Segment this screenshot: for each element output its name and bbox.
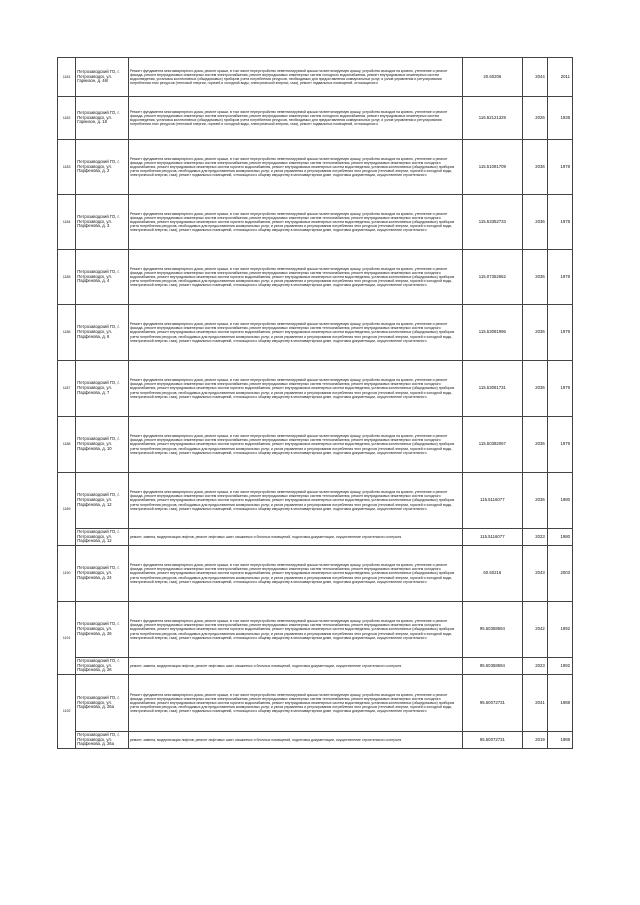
- row-number: 1192: [58, 675, 76, 749]
- address-cell: Петрозаводский ГО, г. Петрозаводск, ул. Парфенова, д. 3: [76, 195, 129, 250]
- table-row: [58, 529, 573, 546]
- table-body: [58, 58, 573, 749]
- table-row: [58, 195, 573, 250]
- row-number: 1182: [58, 97, 76, 140]
- year-built-cell: 1992: [547, 658, 572, 675]
- year-plan-cell: 2026: [522, 97, 547, 140]
- address-cell: Петрозаводский ГО, г. Петрозаводск, ул. Парфенова, д. 7: [76, 361, 129, 417]
- year-plan-cell: 2036: [522, 361, 547, 417]
- works-cell: Ремонт фундамента многоквартирного дома, ремонт крыши, в том числе переустройство невентилируемой крыши на вентилируемую крышу, устройство выходов на кровлю, утепление и ремонт фасада, ремонт внутридомовых инженерных систем электроснабжения, ремонт внутридомовых инженерных систем теплоснабжения, ремонт внутридомовых инженерных систем холодного водоснабжения, ремонт внутридомовых инженерных систем горячего водоснабжения, ремонт внутридомовых инженерных систем водоотведения, установка коллективных (общедомовых) приборов учета потребления ресурсов, необходимых для предоставления коммунальных услуг, и узлов управления и регулирования потребления этих ресурсов (тепловой энергии, горячей и холодной воды, электрической энергии, газа), ремонт подвальных помещений, относящихся к общему имуществу в многоквартирном доме, подготовка документации, осуществление строительного: [128, 250, 462, 305]
- address-cell: Петрозаводский ГО, г. Петрозаводск, ул. Парфенова, д. 4: [76, 250, 129, 305]
- works-cell: Ремонт фундамента многоквартирного дома, ремонт крыши, в том числе переустройство невентилируемой крыши на вентилируемую крышу, устройство выходов на кровлю, утепление и ремонт фасада, ремонт внутридомовых инженерных систем электроснабжения, ремонт внутридомовых инженерных систем теплоснабжения, ремонт внутридомовых инженерных систем холодного водоснабжения, ремонт внутридомовых инженерных систем горячего водоснабжения, ремонт внутридомовых инженерных систем водоотведения, установка коллективных (общедомовых) приборов учета потребления ресурсов, необходимых для предоставления коммунальных услуг, и узлов управления и регулирования потребления этих ресурсов (тепловой энергии, горячей и холодной воды, электрической энергии, газа), ремонт подвальных помещений, относящихся к общему имуществу в многоквартирном доме, подготовка документации, осуществление строительного: [128, 305, 462, 361]
- table-row: [58, 250, 573, 305]
- address-cell: Петрозаводский ГО, г. Петрозаводск, ул. Парфенова, д. 24: [76, 546, 129, 602]
- code-cell: 95.50072731: [463, 732, 523, 749]
- code-cell: 115.5116077: [463, 473, 523, 529]
- year-built-cell: 1978: [547, 195, 572, 250]
- capital-repair-table: [57, 57, 573, 749]
- table-row: [58, 417, 573, 473]
- row-number: 1181: [58, 58, 76, 97]
- table-row: [58, 658, 573, 675]
- year-built-cell: 1978: [547, 140, 572, 195]
- year-plan-cell: 2036: [522, 195, 547, 250]
- row-number: 1191: [58, 602, 76, 675]
- works-cell: Ремонт фундамента многоквартирного дома, ремонт крыши, в том числе переустройство невентилируемой крыши на вентилируемую крышу, устройство выходов на кровлю, утепление и ремонт фасада, ремонт внутридомовых инженерных систем электроснабжения, ремонт внутридомовых инженерных систем теплоснабжения, ремонт внутридомовых инженерных систем холодного водоснабжения, ремонт внутридомовых инженерных систем горячего водоснабжения, ремонт внутридомовых инженерных систем водоотведения, установка коллективных (общедомовых) приборов учета потребления ресурсов, необходимых для предоставления коммунальных услуг, и узлов управления и регулирования потребления этих ресурсов (тепловой энергии, горячей и холодной воды, электрической энергии, газа), ремонт подвальных помещений, относящихся к общему имуществу в многоквартирном доме, подготовка документации, осуществление строительного: [128, 361, 462, 417]
- works-cell: ремонт, замена, модернизация лифтов, ремонт лифтовых шахт, машинных и блочных помещений, подготовка документации, осуществление строительного контроля: [128, 732, 462, 749]
- address-cell: Петрозаводский ГО, г. Петрозаводск, ул. Парфенова, д. 12: [76, 473, 129, 529]
- works-cell: Ремонт фундамента многоквартирного дома, ремонт крыши, в том числе переустройство невентилируемой крыши на вентилируемую крышу, устройство выходов на кровлю, утепление и ремонт фасада, ремонт внутридомовых инженерных систем электроснабжения, ремонт внутридомовых инженерных систем теплоснабжения, ремонт внутридомовых инженерных систем холодного водоснабжения, ремонт внутридомовых инженерных систем горячего водоснабжения, ремонт внутридомовых инженерных систем водоотведения, установка коллективных (общедомовых) приборов учета потребления ресурсов, необходимых для предоставления коммунальных услуг, и узлов управления и регулирования потребления этих ресурсов (тепловой энергии, горячей и холодной воды, электрической энергии, газа), ремонт подвальных помещений, относящихся к общему имуществу в многоквартирном доме, подготовка документации, осуществление строительного: [128, 675, 462, 732]
- code-cell: 115.5116077: [463, 529, 523, 546]
- code-cell: 115.53081996: [463, 305, 523, 361]
- year-plan-cell: 2036: [522, 417, 547, 473]
- year-plan-cell: 2044: [522, 58, 547, 97]
- works-cell: Ремонт фундамента многоквартирного дома, ремонт крыши, в том числе переустройство невентилируемой крыши на вентилируемую крышу, устройство выходов на кровлю, утепление и ремонт фасада, ремонт внутридомовых инженерных систем электроснабжения, ремонт внутридомовых инженерных систем холодного водоснабжения, ремонт внутридомовых инженерных систем водоотведения, установка коллективных (общедомовых) приборов учета потребления ресурсов, необходимых для предоставления коммунальных услуг, и узлов управления и регулирования потребления этих ресурсов (тепловой энергии, горячей и холодной воды, электрической энергии, газа), ремонт подвальных помещений, относящихся к: [128, 58, 462, 97]
- address-cell: Петрозаводский ГО, г. Петрозаводск, ул. Парфенова, д. 6: [76, 305, 129, 361]
- code-cell: 60.50216: [463, 546, 523, 602]
- table-row: [58, 140, 573, 195]
- code-cell: 115.53352733: [463, 195, 523, 250]
- row-number: 1184: [58, 195, 76, 250]
- table-row: [58, 97, 573, 140]
- year-built-cell: 1938: [547, 97, 572, 140]
- table-row: [58, 675, 573, 732]
- year-built-cell: 1980: [547, 473, 572, 529]
- year-built-cell: 1992: [547, 602, 572, 658]
- table-row: [58, 546, 573, 602]
- year-built-cell: 1988: [547, 675, 572, 732]
- year-built-cell: 2003: [547, 546, 572, 602]
- row-number: 1187: [58, 361, 76, 417]
- year-plan-cell: 2036: [522, 305, 547, 361]
- address-cell: Петрозаводский ГО, г. Петрозаводск, ул. Гарнизон, д. 46г: [76, 58, 129, 97]
- address-cell: Петрозаводский ГО, г. Петрозаводск, ул. Гарнизон, д. 18: [76, 97, 129, 140]
- table-row: [58, 732, 573, 749]
- year-plan-cell: 2023: [522, 529, 547, 546]
- code-cell: 95.50072731: [463, 675, 523, 732]
- code-cell: 115.07352662: [463, 250, 523, 305]
- code-cell: 20.60206: [463, 58, 523, 97]
- row-number: 1183: [58, 140, 76, 195]
- year-plan-cell: 2036: [522, 250, 547, 305]
- year-built-cell: 1978: [547, 250, 572, 305]
- works-cell: Ремонт фундамента многоквартирного дома, ремонт крыши, в том числе переустройство невентилируемой крыши на вентилируемую крышу, устройство выходов на кровлю, утепление и ремонт фасада, ремонт внутридомовых инженерных систем электроснабжения, ремонт внутридомовых инженерных систем холодного водоснабжения, ремонт внутридомовых инженерных систем водоотведения, установка коллективных (общедомовых) приборов учета потребления ресурсов, необходимых для предоставления коммунальных услуг, и узлов управления и регулирования потребления этих ресурсов (тепловой энергии, горячей и холодной воды, электрической энергии, газа), ремонт подвальных помещений, относящихся к: [128, 97, 462, 140]
- code-cell: 115.50382067: [463, 417, 523, 473]
- year-plan-cell: 2041: [522, 675, 547, 732]
- code-cell: 115.51081709: [463, 140, 523, 195]
- table-row: [58, 361, 573, 417]
- year-built-cell: 1988: [547, 732, 572, 749]
- year-built-cell: 1980: [547, 529, 572, 546]
- works-cell: Ремонт фундамента многоквартирного дома, ремонт крыши, в том числе переустройство невентилируемой крыши на вентилируемую крышу, устройство выходов на кровлю, утепление и ремонт фасада, ремонт внутридомовых инженерных систем электроснабжения, ремонт внутридомовых инженерных систем теплоснабжения, ремонт внутридомовых инженерных систем холодного водоснабжения, ремонт внутридомовых инженерных систем горячего водоснабжения, ремонт внутридомовых инженерных систем водоотведения, установка коллективных (общедомовых) приборов учета потребления ресурсов, необходимых для предоставления коммунальных услуг, и узлов управления и регулирования потребления этих ресурсов (тепловой энергии, горячей и холодной воды, электрической энергии, газа), ремонт подвальных помещений, относящихся к общему имуществу в многоквартирном доме, подготовка документации, осуществление строительного: [128, 417, 462, 473]
- year-plan-cell: 2036: [522, 140, 547, 195]
- year-plan-cell: 2043: [522, 546, 547, 602]
- address-cell: Петрозаводский ГО, г. Петрозаводск, ул. Парфенова, д. 26: [76, 658, 129, 675]
- works-cell: ремонт, замена, модернизация лифтов, ремонт лифтовых шахт, машинных и блочных помещений, подготовка документации, осуществление строительного контроля: [128, 658, 462, 675]
- table-row: [58, 473, 573, 529]
- works-cell: Ремонт фундамента многоквартирного дома, ремонт крыши, в том числе переустройство невентилируемой крыши на вентилируемую крышу, устройство выходов на кровлю, утепление и ремонт фасада, ремонт внутридомовых инженерных систем электроснабжения, ремонт внутридомовых инженерных систем теплоснабжения, ремонт внутридомовых инженерных систем холодного водоснабжения, ремонт внутридомовых инженерных систем горячего водоснабжения, ремонт внутридомовых инженерных систем водоотведения, установка коллективных (общедомовых) приборов учета потребления ресурсов, необходимых для предоставления коммунальных услуг, и узлов управления и регулирования потребления этих ресурсов (тепловой энергии, горячей и холодной воды, электрической энергии, газа), ремонт подвальных помещений, относящихся к общему имуществу в многоквартирном доме, подготовка документации, осуществление строительного: [128, 140, 462, 195]
- row-number: 1190: [58, 546, 76, 602]
- table-row: [58, 602, 573, 658]
- year-built-cell: 2011: [547, 58, 572, 97]
- year-plan-cell: 2042: [522, 602, 547, 658]
- row-number: 1188: [58, 417, 76, 473]
- table-row: [58, 305, 573, 361]
- address-cell: Петрозаводский ГО, г. Петрозаводск, ул. Парфенова, д. 26а: [76, 732, 129, 749]
- works-cell: Ремонт фундамента многоквартирного дома, ремонт крыши, в том числе переустройство невентилируемой крыши на вентилируемую крышу, устройство выходов на кровлю, утепление и ремонт фасада, ремонт внутридомовых инженерных систем электроснабжения, ремонт внутридомовых инженерных систем теплоснабжения, ремонт внутридомовых инженерных систем холодного водоснабжения, ремонт внутридомовых инженерных систем горячего водоснабжения, ремонт внутридомовых инженерных систем водоотведения, установка коллективных (общедомовых) приборов учета потребления ресурсов, необходимых для предоставления коммунальных услуг, и узлов управления и регулирования потребления этих ресурсов (тепловой энергии, горячей и холодной воды, электрической энергии, газа), ремонт подвальных помещений, относящихся к общему имуществу в многоквартирном доме, подготовка документации, осуществление строительного: [128, 473, 462, 529]
- year-plan-cell: 2023: [522, 658, 547, 675]
- row-number: 1189: [58, 473, 76, 546]
- row-number: 1186: [58, 305, 76, 361]
- code-cell: 116.52121329: [463, 97, 523, 140]
- works-cell: Ремонт фундамента многоквартирного дома, ремонт крыши, в том числе переустройство невентилируемой крыши на вентилируемую крышу, устройство выходов на кровлю, утепление и ремонт фасада, ремонт внутридомовых инженерных систем электроснабжения, ремонт внутридомовых инженерных систем теплоснабжения, ремонт внутридомовых инженерных систем холодного водоснабжения, ремонт внутридомовых инженерных систем горячего водоснабжения, ремонт внутридомовых инженерных систем водоотведения, установка коллективных (общедомовых) приборов учета потребления ресурсов, необходимых для предоставления коммунальных услуг, и узлов управления и регулирования потребления этих ресурсов (тепловой энергии, горячей и холодной воды, электрической энергии, газа), ремонт подвальных помещений, относящихся к общему имуществу в многоквартирном доме, подготовка документации, осуществление строительного: [128, 546, 462, 602]
- works-cell: Ремонт фундамента многоквартирного дома, ремонт крыши, в том числе переустройство невентилируемой крыши на вентилируемую крышу, устройство выходов на кровлю, утепление и ремонт фасада, ремонт внутридомовых инженерных систем электроснабжения, ремонт внутридомовых инженерных систем теплоснабжения, ремонт внутридомовых инженерных систем холодного водоснабжения, ремонт внутридомовых инженерных систем горячего водоснабжения, ремонт внутридомовых инженерных систем водоотведения, установка коллективных (общедомовых) приборов учета потребления ресурсов, необходимых для предоставления коммунальных услуг, и узлов управления и регулирования потребления этих ресурсов (тепловой энергии, горячей и холодной воды, электрической энергии, газа), ремонт подвальных помещений, относящихся к общему имуществу в многоквартирном доме, подготовка документации, осуществление строительного: [128, 195, 462, 250]
- year-built-cell: 1979: [547, 417, 572, 473]
- year-plan-cell: 2019: [522, 732, 547, 749]
- code-cell: 95.50358594: [463, 658, 523, 675]
- code-cell: 95.50358594: [463, 602, 523, 658]
- address-cell: Петрозаводский ГО, г. Петрозаводск, ул. Парфенова, д. 2: [76, 140, 129, 195]
- row-number: 1185: [58, 250, 76, 305]
- works-cell: ремонт, замена, модернизация лифтов, ремонт лифтовых шахт, машинных и блочных помещений, подготовка документации, осуществление строительного контроля: [128, 529, 462, 546]
- table-row: [58, 58, 573, 97]
- address-cell: Петрозаводский ГО, г. Петрозаводск, ул. Парфенова, д. 26: [76, 602, 129, 658]
- year-plan-cell: 2036: [522, 473, 547, 529]
- year-built-cell: 1979: [547, 361, 572, 417]
- code-cell: 115.53081731: [463, 361, 523, 417]
- address-cell: Петрозаводский ГО, г. Петрозаводск, ул. Парфенова, д. 10: [76, 417, 129, 473]
- works-cell: Ремонт фундамента многоквартирного дома, ремонт крыши, в том числе переустройство невентилируемой крыши на вентилируемую крышу, устройство выходов на кровлю, утепление и ремонт фасада, ремонт внутридомовых инженерных систем электроснабжения, ремонт внутридомовых инженерных систем теплоснабжения, ремонт внутридомовых инженерных систем холодного водоснабжения, ремонт внутридомовых инженерных систем горячего водоснабжения, ремонт внутридомовых инженерных систем водоотведения, установка коллективных (общедомовых) приборов учета потребления ресурсов, необходимых для предоставления коммунальных услуг, и узлов управления и регулирования потребления этих ресурсов (тепловой энергии, горячей и холодной воды, электрической энергии, газа), ремонт подвальных помещений, относящихся к общему имуществу в многоквартирном доме, подготовка документации, осуществление строительного: [128, 602, 462, 658]
- address-cell: Петрозаводский ГО, г. Петрозаводск, ул. Парфенова, д. 12: [76, 529, 129, 546]
- year-built-cell: 1979: [547, 305, 572, 361]
- address-cell: Петрозаводский ГО, г. Петрозаводск, ул. Парфенова, д. 26а: [76, 675, 129, 732]
